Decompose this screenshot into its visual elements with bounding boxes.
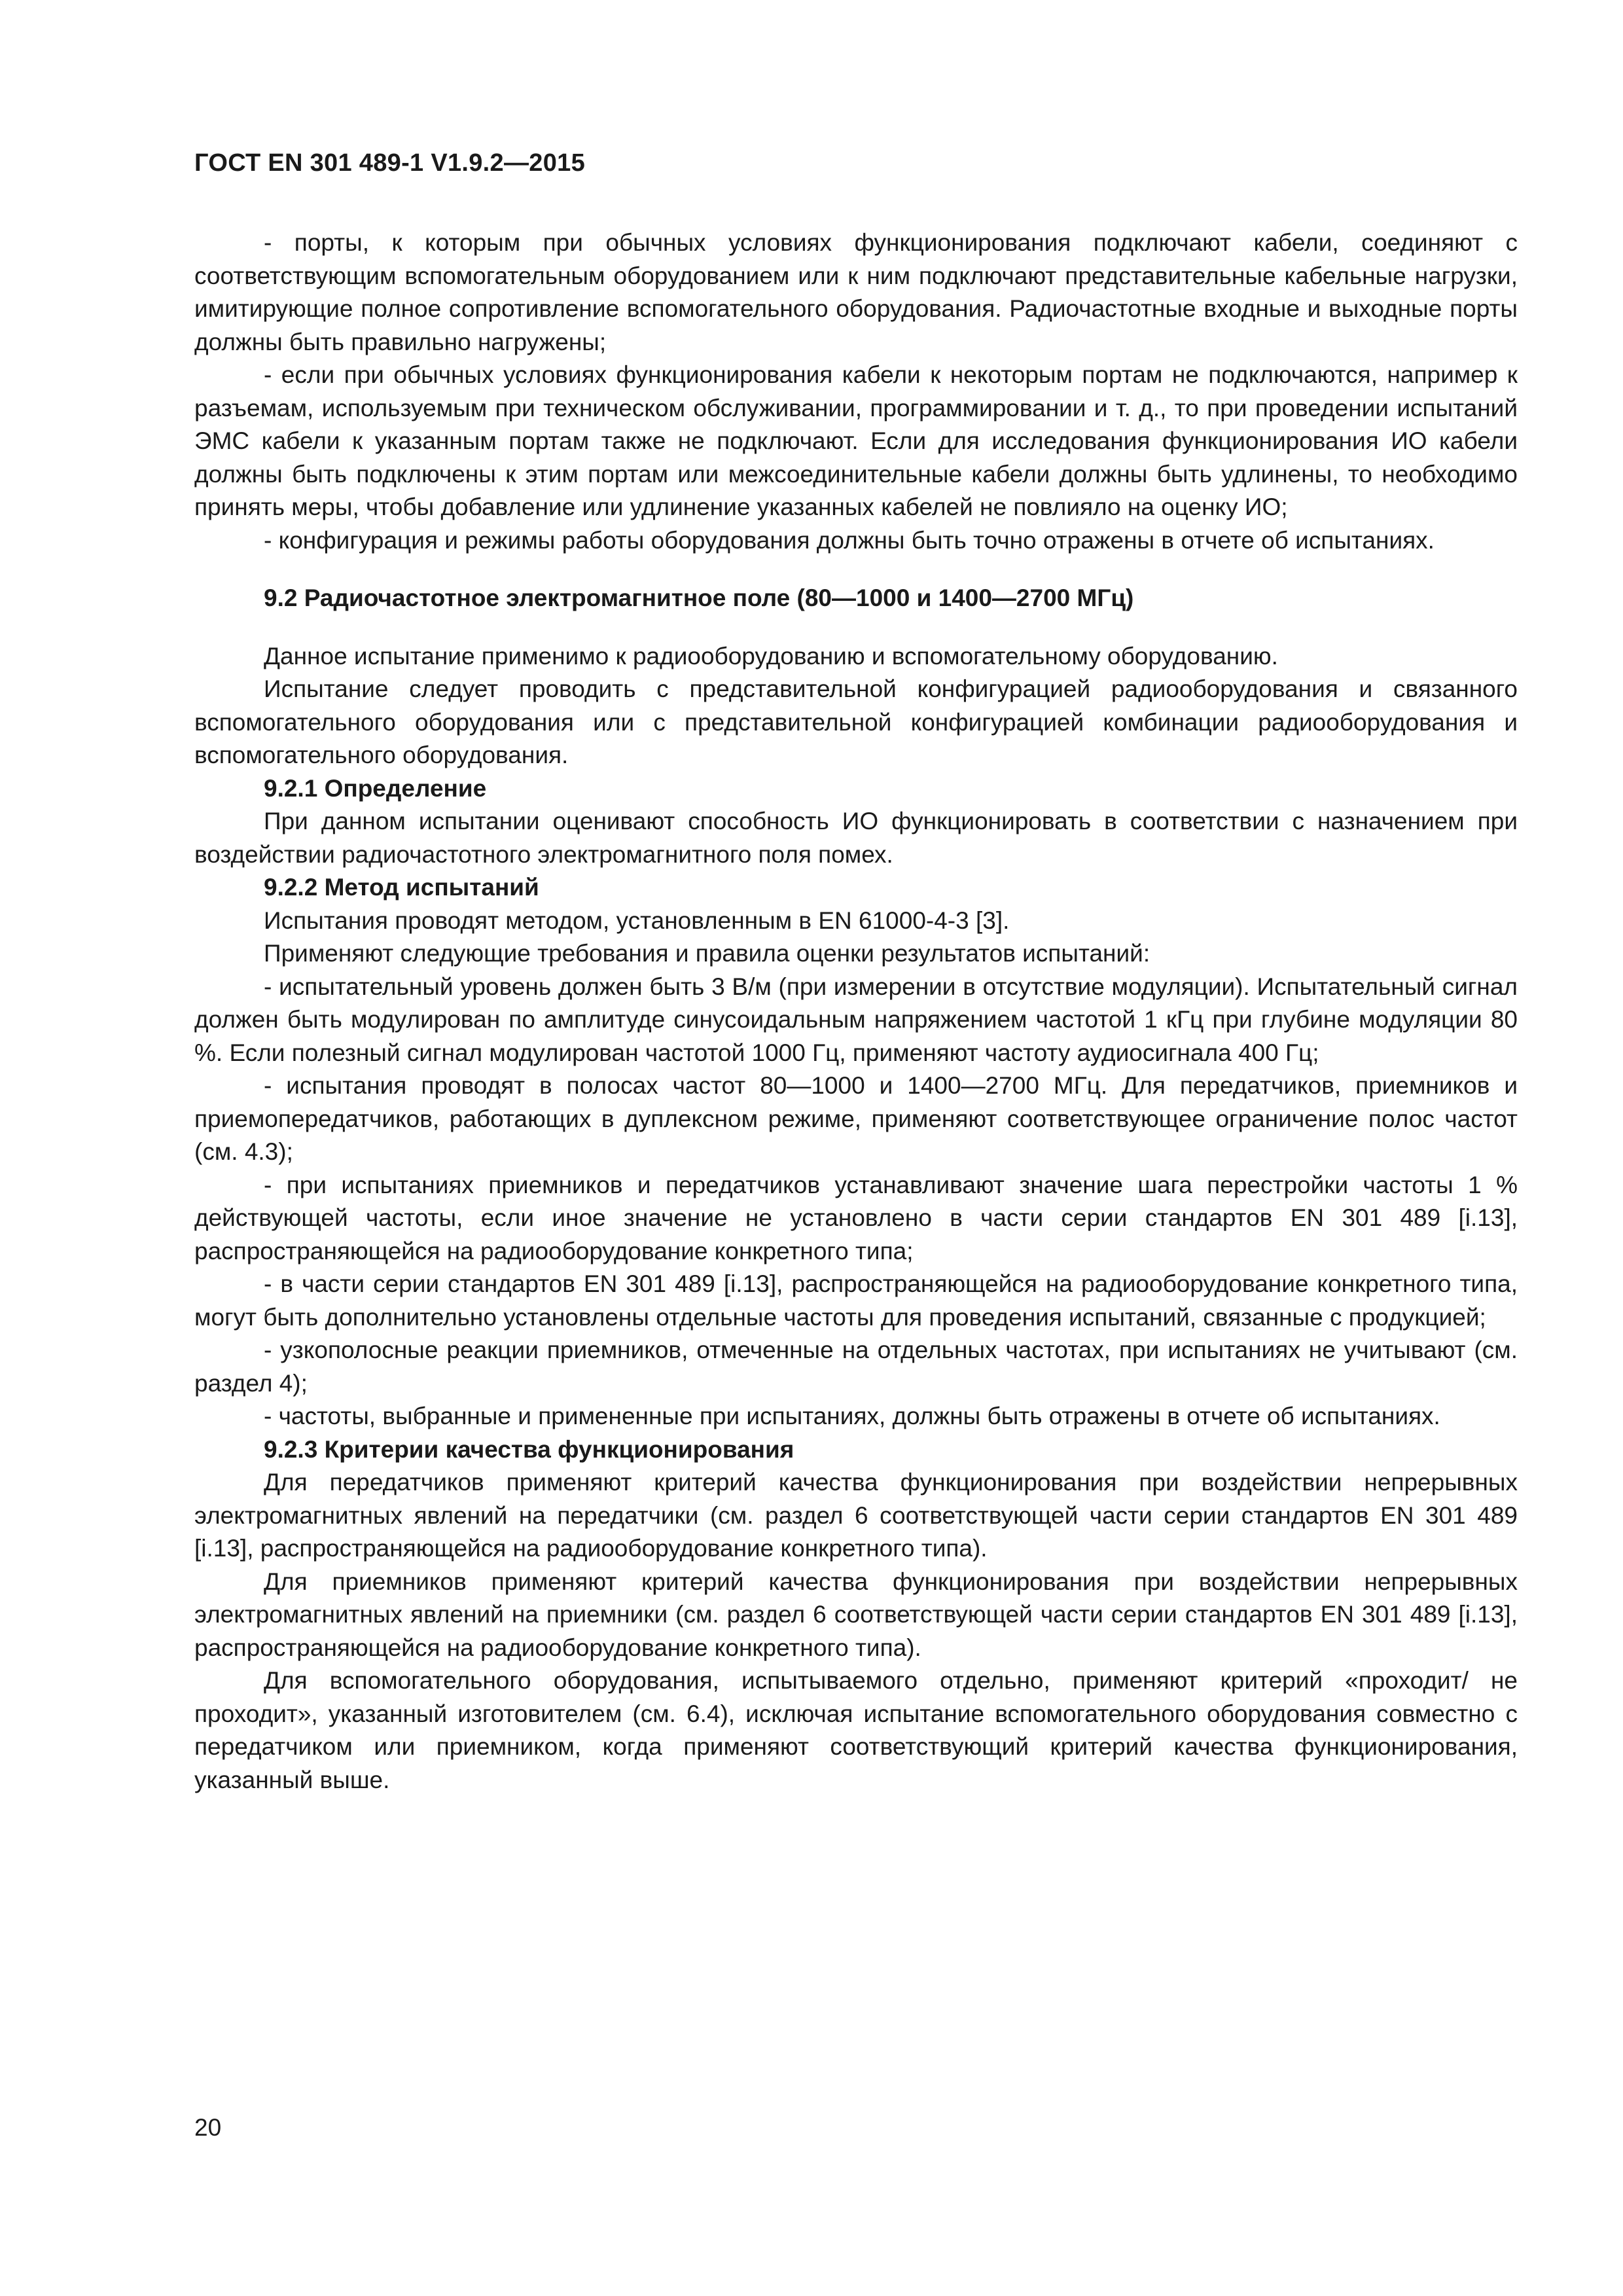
section-heading-9-2: 9.2 Радиочастотное электромагнитное поле (80—1000 и 1400—2700 МГц) xyxy=(264,584,1134,611)
page-number: 20 xyxy=(194,2114,222,2141)
intro-item-configuration: - конфигурация и режимы работы оборудования должны быть точно отражены в отчете об испытаниях. xyxy=(264,526,1435,554)
section-9-2-3-paragraph: Для вспомогательного оборудования, испытываемого отдельно, применяют критерий «проходит/ не проходит», указанный изготовителем (см. 6.4), исключая испытание вспомогательного оборудования совместно с передатчиком или приемником, когда применяют соответствующий критерий качества функционирования, указанный выше. xyxy=(194,1667,1518,1793)
section-9-2-2-paragraph: Применяют следующие требования и правила оценки результатов испытаний: xyxy=(264,940,1150,967)
section-9-2-2-list-item: - испытательный уровень должен быть 3 В/м (при измерении в отсутствие модуляции). Испытательный сигнал должен быть модулирован по амплитуде синусоидальным напряжением частотой 1 кГц при глубине модуляции 80 %. Если полезный сигнал модулирован частотой 1000 Гц, применяют частоту аудиосигнала 400 Гц; xyxy=(194,973,1518,1066)
section-9-2-2-paragraph: Испытания проводят методом, установленным в EN 61000-4-3 [3]. xyxy=(264,906,1010,934)
section-9-2-2-list-item: - частоты, выбранные и примененные при испытаниях, должны быть отражены в отчете об испытаниях. xyxy=(264,1403,1440,1429)
section-heading-9-2-3: 9.2.3 Критерии качества функционирования xyxy=(264,1435,794,1463)
section-9-2-paragraph: Данное испытание применимо к радиооборудованию и вспомогательному оборудованию. xyxy=(264,642,1278,670)
intro-item-ports: - порты, к которым при обычных условиях функционирования подключают кабели, соединяют с соответствующим вспомогательным оборудованием или к ним подключают представительные кабельные нагрузки, имитирующие полное сопротивление вспомогательного оборудования. Радиочастотные входные и выходные порты должны быть правильно нагружены; xyxy=(194,229,1518,355)
section-9-2-2-list-item: - при испытаниях приемников и передатчиков устанавливают значение шага перестройки частоты 1 % действующей частоты, если иное значение не установлено в части серии стандартов EN 301 489 [i.13], распространяющейся на радиооборудование конкретного типа; xyxy=(194,1171,1518,1265)
intro-item-unconnected-cables: - если при обычных условиях функционирования кабели к некоторым портам не подключаются, например к разъемам, используемым при техническом обслуживании, программировании и т. д., то при проведении испытаний ЭМС кабели к указанным портам также не подключают. Если для исследования функционирования ИО кабели должны быть подключены к этим портам или межсоединительные кабели должны быть удлинены, то необходимо принять меры, чтобы добавление или удлинение указанных кабелей не повлияло на оценку ИО; xyxy=(194,361,1518,520)
section-9-2-3-paragraph: Для передатчиков применяют критерий качества функционирования при воздействии непрерывных электромагнитных явлений на передатчики (см. раздел 6 соответствующей части серии стандартов EN 301 489 [i.13], распространяющейся на радиооборудование конкретного типа). xyxy=(194,1469,1518,1562)
section-heading-9-2-1: 9.2.1 Определение xyxy=(264,774,487,802)
section-heading-9-2-2: 9.2.2 Метод испытаний xyxy=(264,874,539,901)
section-9-2-2-list-item: - узкополосные реакции приемников, отмеченные на отдельных частотах, при испытаниях не учитывают (см. раздел 4); xyxy=(194,1336,1518,1397)
section-9-2-2-list-item: - в части серии стандартов EN 301 489 [i.13], распространяющейся на радиооборудование конкретного типа, могут быть дополнительно установлены отдельные частоты для проведения испытаний, связанные с продукцией; xyxy=(194,1270,1518,1331)
document-header: ГОСТ EN 301 489-1 V1.9.2—2015 xyxy=(194,149,586,177)
section-9-2-1-paragraph: При данном испытании оценивают способность ИО функционировать в соответствии с назначением при воздействии радиочастотного электромагнитного поля помех. xyxy=(194,808,1518,868)
section-9-2-2-list-item: - испытания проводят в полосах частот 80—1000 и 1400—2700 МГц. Для передатчиков, приемников и приемопередатчиков, работающих в дуплексном режиме, применяют соответствующее ограничение полос частот (см. 4.3); xyxy=(194,1072,1518,1165)
section-9-2-3-paragraph: Для приемников применяют критерий качества функционирования при воздействии непрерывных электромагнитных явлений на приемники (см. раздел 6 соответствующей части серии стандартов EN 301 489 [i.13], распространяющейся на радиооборудование конкретного типа). xyxy=(194,1568,1518,1661)
document-body xyxy=(194,226,1518,1797)
section-9-2-paragraph: Испытание следует проводить с представительной конфигурацией радиооборудования и связанного вспомогательного оборудования или с представительной конфигурацией комбинации радиооборудования и вспомогательного оборудования. xyxy=(194,675,1518,768)
